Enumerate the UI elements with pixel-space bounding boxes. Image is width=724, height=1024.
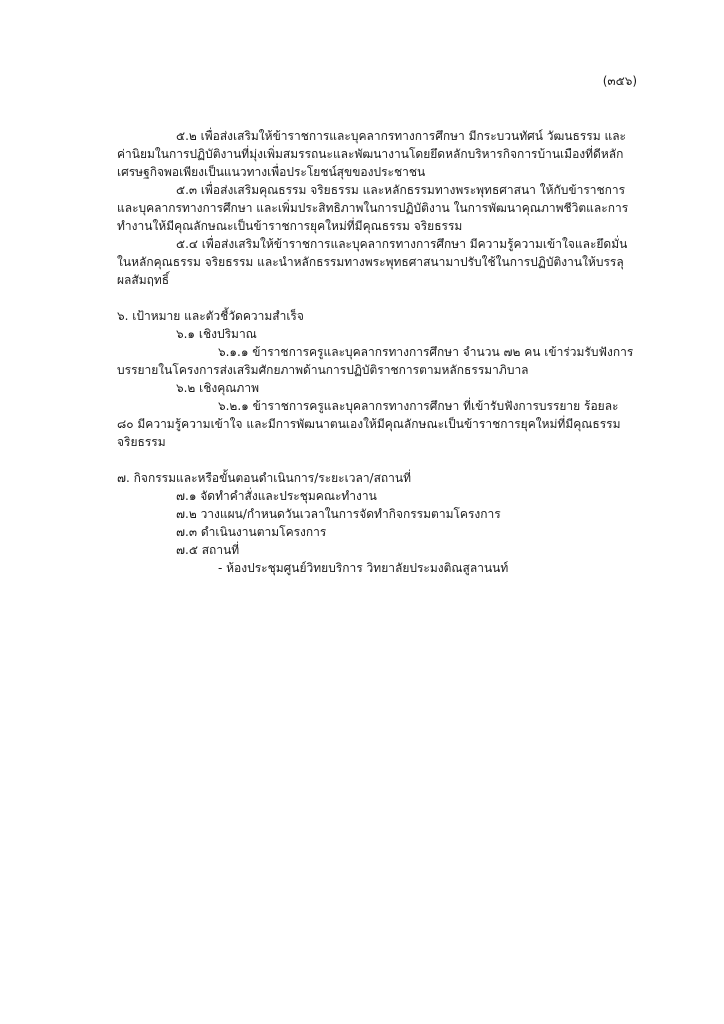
section-6-1: ๖.๑ เชิงปริมาณ [176,327,257,341]
section-7-3: ๗.๓ ดำเนินงานตามโครงการ [176,525,327,539]
section-7-5: ๗.๕ สถานที่ [176,543,240,557]
section-6-heading: ๖. เป้าหมาย และตัวชี้วัดความสำเร็จ [117,309,304,323]
section-6-1-1: ๖.๑.๑ ข้าราชการครูและบุคลากรทางการศึกษา จำนวน ๗๒ คน เข้าร่วมรับฟังการบรรยายในโครงการส่งเสริมศักยภาพด้านการปฏิบัติราชการตามหลักธรรมาภิบาล [117,345,634,377]
section-7-place: - ห้องประชุมศูนย์วิทยบริการ วิทยาลัยประมงติณสูลานนท์ [218,561,509,575]
objective-5-2: ๕.๒ เพื่อส่งเสริมให้ข้าราชการและบุคลากรทางการศึกษา มีกระบวนทัศน์ วัฒนธรรม และค่านิยมในการปฏิบัติงานที่มุ่งเพิ่มสมรรถนะและพัฒนางานโดยยึดหลักบริหารกิจการบ้านเมืองที่ดีหลักเศรษฐกิจพอเพียงเป็นแนวทางเพื่อประโยชน์สุขของประชาชน [117,129,626,179]
section-7-heading: ๗. กิจกรรมและหรือขั้นตอนดำเนินการ/ระยะเวลา/สถานที่ [117,471,412,485]
section-7-2: ๗.๒ วางแผน/กำหนดวันเวลาในการจัดทำกิจกรรมตามโครงการ [176,507,501,521]
section-7-1: ๗.๑ จัดทำคำสั่งและประชุมคณะทำงาน [176,489,377,503]
document-body [117,127,637,577]
objective-5-4: ๕.๔ เพื่อส่งเสริมให้ข้าราชการและบุคลากรทางการศึกษา มีความรู้ความเข้าใจและยึดมั่นในหลักคุณธรรม จริยธรรม และนำหลักธรรมทางพระพุทธศาสนามาปรับใช้ในการปฏิบัติงานให้บรรลุผลสัมฤทธิ์ [117,237,628,287]
objective-5-3: ๕.๓ เพื่อส่งเสริมคุณธรรม จริยธรรม และหลักธรรมทางพระพุทธศาสนา ให้กับข้าราชการและบุคลากรทางการศึกษา และเพิ่มประสิทธิภาพในการปฏิบัติงาน ในการพัฒนาคุณภาพชีวิตและการทำงานให้มีคุณลักษณะเป็นข้าราชการยุคใหม่ที่มีคุณธรรม จริยธรรม [117,183,629,233]
section-6-2: ๖.๒ เชิงคุณภาพ [176,381,259,395]
section-6-2-1: ๖.๒.๑ ข้าราชการครูและบุคลากรทางการศึกษา ที่เข้ารับฟังการบรรยาย ร้อยละ ๘๐ มีความรู้ความเข้าใจ และมีการพัฒนาตนเองให้มีคุณลักษณะเป็นข้าราชการยุคใหม่ที่มีคุณธรรมจริยธรรม [117,399,621,449]
page-number: (๓๕๖) [602,74,637,88]
